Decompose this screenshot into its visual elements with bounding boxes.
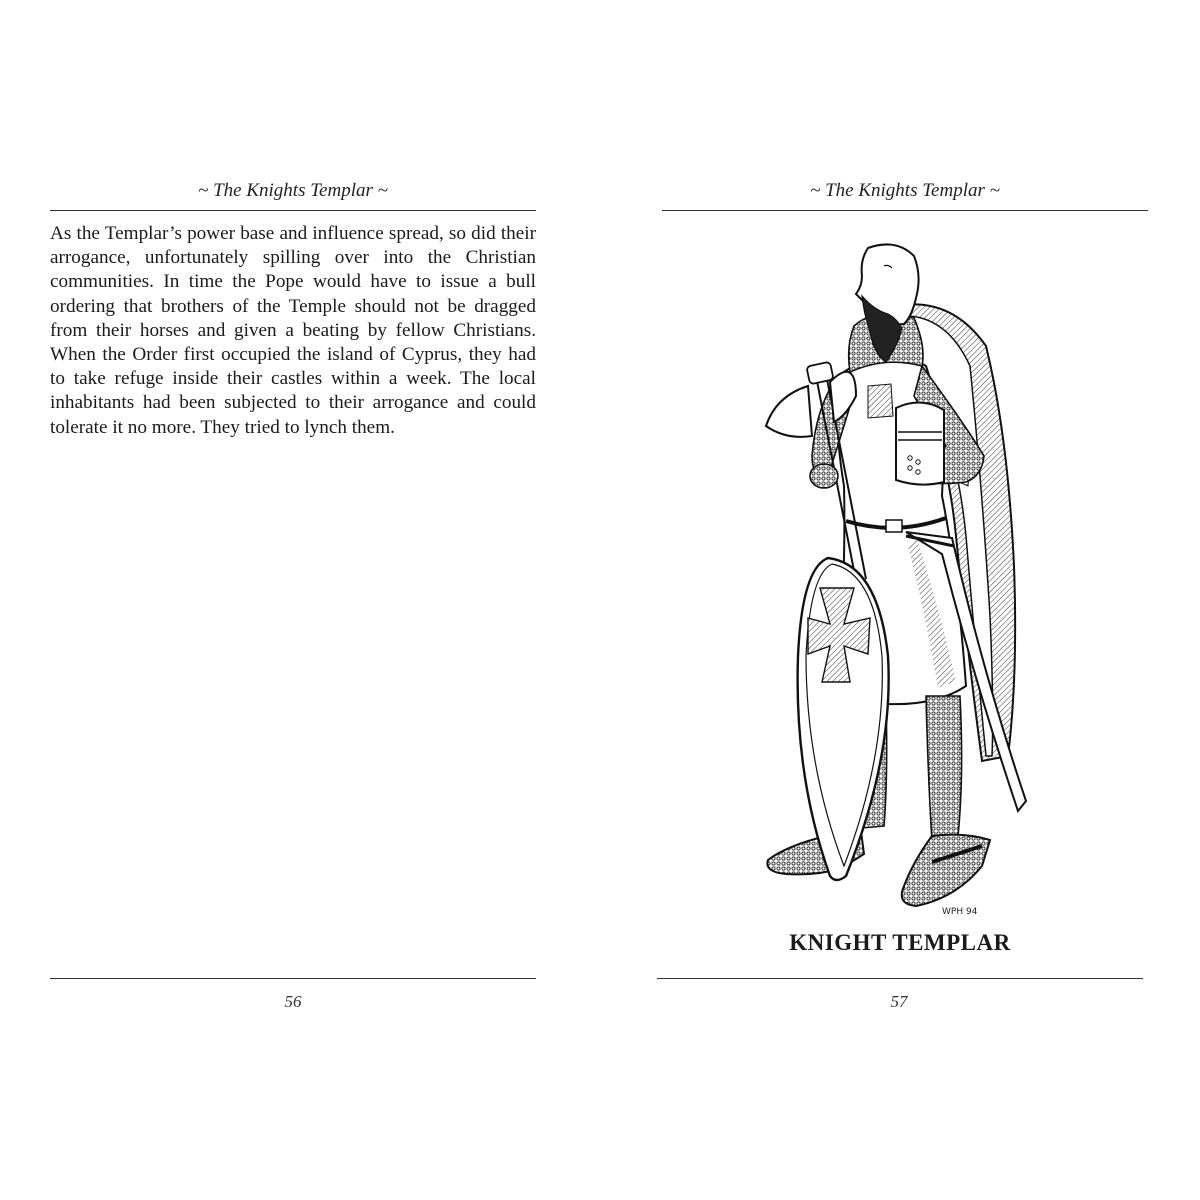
body-paragraph: As the Templar’s power base and influence spread, so did their arrogance, unfortunately spilling over into the Christian communities. In time the Pope would have to issue a bull ordering that brothers of the Temple should not be dragged from their horses and given a beating by fellow Christians. When the Order first occupied the island of Cyprus, they had to take refuge inside their castles within a week. The local inhabitants had been subjected to their arrogance and could tolerate it no more. They tried to lynch them. (50, 223, 536, 438)
header-rule (662, 210, 1148, 211)
signature: WPH 94 (942, 907, 978, 917)
page-number: 56 (284, 992, 302, 1011)
knight-templar-illustration (746, 236, 1046, 926)
right-page (600, 0, 1200, 1200)
running-head: ~ The Knights Templar ~ (810, 180, 1000, 201)
header-rule (50, 210, 536, 211)
page-number: 57 (890, 992, 908, 1011)
footer-rule (657, 978, 1143, 979)
footer-rule (50, 978, 536, 979)
running-head: ~ The Knights Templar ~ (198, 180, 388, 201)
illustration-caption: KNIGHT TEMPLAR (789, 930, 1011, 955)
